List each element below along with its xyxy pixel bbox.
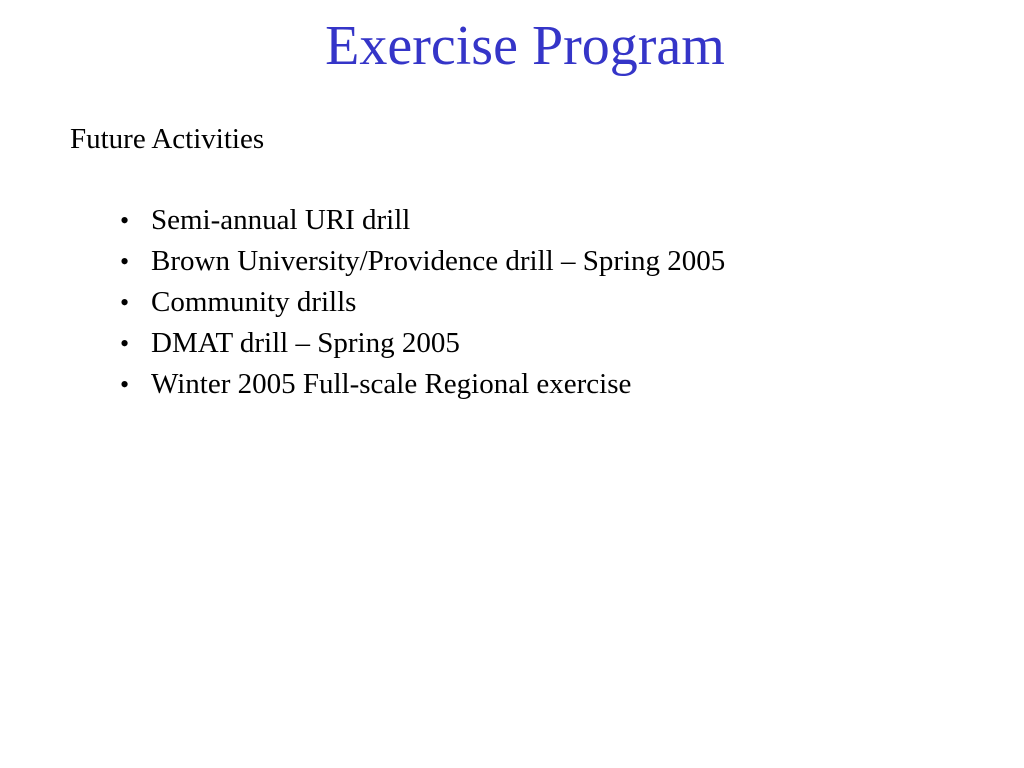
list-item-text: DMAT drill – Spring 2005 [151, 327, 460, 359]
list-item-text: Brown University/Providence drill – Spring 2005 [151, 245, 726, 277]
bullet-icon: • [120, 329, 130, 358]
list-item [120, 364, 725, 405]
list-item-text: Community drills [151, 286, 357, 318]
list-item [120, 241, 725, 282]
bullet-icon: • [120, 370, 130, 399]
slide-title: Exercise Program [325, 15, 725, 77]
bullet-icon: • [120, 206, 130, 235]
bullet-icon: • [120, 288, 130, 317]
bullet-list [120, 200, 725, 405]
list-item [120, 200, 725, 241]
section-heading: Future Activities [70, 123, 265, 155]
bullet-icon: • [120, 247, 130, 276]
list-item-text: Semi-annual URI drill [151, 204, 411, 236]
list-item [120, 282, 725, 323]
list-item-text: Winter 2005 Full-scale Regional exercise [151, 368, 632, 400]
list-item [120, 323, 725, 364]
